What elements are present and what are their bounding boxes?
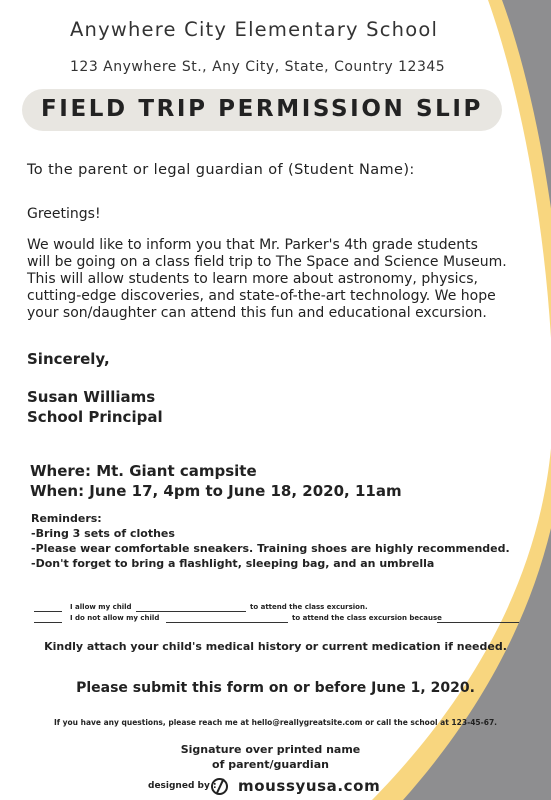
trip-location: Where: Mt. Giant campsite xyxy=(30,462,257,480)
allow-suffix: to attend the class excursion. xyxy=(250,603,368,611)
salutation: To the parent or legal guardian of (Student Name): xyxy=(27,162,415,178)
signer-title: School Principal xyxy=(27,408,163,426)
letter-body-line: This will allow students to learn more about astronomy, physics, xyxy=(27,271,479,287)
letter-body-line: will be going on a class field trip to The Space and Science Museum. xyxy=(27,254,507,270)
reminder-item: -Bring 3 sets of clothes xyxy=(31,527,175,540)
deny-prefix: I do not allow my child xyxy=(70,614,160,622)
deny-reason-blank[interactable] xyxy=(437,622,519,623)
school-address: 123 Anywhere St., Any City, State, Country 12345 xyxy=(70,59,446,75)
allow-child-name-blank[interactable] xyxy=(136,611,246,612)
brand-logo-icon xyxy=(211,778,228,795)
brand-name: moussyusa.com xyxy=(238,777,381,795)
reminder-item: -Please wear comfortable sneakers. Training shoes are highly recommended. xyxy=(31,542,510,555)
deny-check-blank[interactable] xyxy=(34,622,62,623)
page-title: FIELD TRIP PERMISSION SLIP xyxy=(41,96,483,122)
signature-label-line2: of parent/guardian xyxy=(212,758,329,771)
letter-body-line: cutting-edge discoveries, and state-of-the-art technology. We hope xyxy=(27,288,496,304)
reminder-item: -Don't forget to bring a flashlight, sleeping bag, and an umbrella xyxy=(31,557,435,570)
designed-by-label: designed by : xyxy=(148,781,217,791)
school-name: Anywhere City Elementary School xyxy=(70,18,439,41)
letter-body-line: your son/daughter can attend this fun and educational excursion. xyxy=(27,305,487,321)
letter-body-line: We would like to inform you that Mr. Parker's 4th grade students xyxy=(27,237,478,253)
allow-check-blank[interactable] xyxy=(34,611,62,612)
deny-suffix: to attend the class excursion because xyxy=(292,614,442,622)
reminders-heading: Reminders: xyxy=(31,512,102,525)
closing: Sincerely, xyxy=(27,350,110,368)
greeting: Greetings! xyxy=(27,206,101,222)
allow-prefix: I allow my child xyxy=(70,603,132,611)
questions-note: If you have any questions, please reach me at hello@reallygreatsite.com or call the school at 123-45-67. xyxy=(53,718,498,727)
signer-name: Susan Williams xyxy=(27,388,156,406)
signature-label-line1: Signature over printed name xyxy=(180,743,361,756)
submit-note: Please submit this form on or before June 1, 2020. xyxy=(76,680,475,696)
trip-dates: When: June 17, 4pm to June 18, 2020, 11am xyxy=(30,482,402,500)
deny-child-name-blank[interactable] xyxy=(166,622,288,623)
attach-note: Kindly attach your child's medical history or current medication if needed. xyxy=(44,640,507,653)
letter-body xyxy=(27,237,527,322)
